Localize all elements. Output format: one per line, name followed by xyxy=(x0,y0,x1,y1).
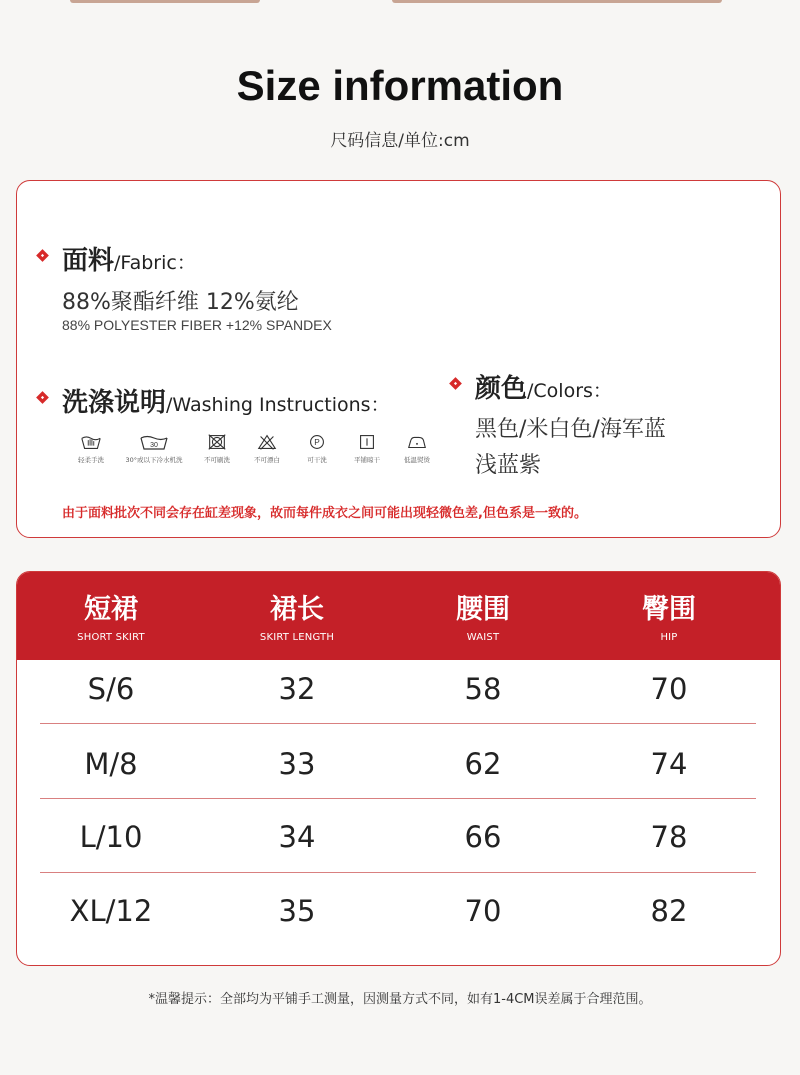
fabric-composition-en: 88% POLYESTER FIBER +12% SPANDEX xyxy=(62,317,332,333)
wash-caption: 轻柔手洗 xyxy=(78,456,104,464)
row-divider xyxy=(40,723,756,724)
fabric-label xyxy=(62,240,196,277)
wash-item xyxy=(296,432,338,464)
waist-cell: 70 xyxy=(464,894,502,928)
low-iron-icon xyxy=(406,432,428,452)
wash-caption: 不可漂白 xyxy=(254,456,280,464)
header-hip xyxy=(579,594,759,643)
wash-caption: 不可刷洗 xyxy=(204,456,230,464)
wash-item xyxy=(396,432,438,464)
wash-item xyxy=(196,432,238,464)
hip-cell: 78 xyxy=(650,820,688,854)
page-title: Size information xyxy=(236,62,564,109)
size-table-header xyxy=(17,572,780,660)
dry-clean-mark: P xyxy=(314,438,320,448)
wash-item xyxy=(346,432,388,464)
colors-label-cn: 颜色 xyxy=(475,374,528,404)
fabric-label-cn: 面料 xyxy=(62,246,115,276)
wash-item xyxy=(246,432,288,464)
header-cn: 腰围 xyxy=(456,594,510,625)
colors-label xyxy=(475,368,612,405)
waist-cell: 66 xyxy=(464,820,502,854)
measurement-tip: *温馨提示：全部均为平铺手工测量，因测量方式不同，如有1-4CM误差属于合理范围。 xyxy=(148,992,652,1007)
length-cell: 33 xyxy=(278,747,316,781)
top-decoration-left xyxy=(70,0,260,3)
wash-caption: 30°或以下冷水机洗 xyxy=(125,456,183,464)
color-difference-note: 由于面料批次不同会存在缸差现象，故而每件成衣之间可能出现轻微色差,但色系是一致的。 xyxy=(62,506,587,521)
colors-line-1: 黑色/米白色/海军蓝 xyxy=(475,417,666,442)
table-row xyxy=(17,800,780,874)
product-info-card xyxy=(16,180,781,538)
waist-cell: 58 xyxy=(464,672,502,706)
dry-clean-p-icon xyxy=(306,432,328,452)
page-subtitle: 尺码信息/单位:cm xyxy=(330,131,470,151)
header-waist xyxy=(393,594,573,643)
length-cell: 32 xyxy=(278,672,316,706)
size-cell: M/8 xyxy=(84,747,138,781)
hip-cell: 74 xyxy=(650,747,688,781)
header-en: SHORT SKIRT xyxy=(77,632,145,643)
washing-label-en: /Washing Instructions： xyxy=(166,394,390,416)
header-en: SKIRT LENGTH xyxy=(259,632,335,643)
no-tumble-dry-icon xyxy=(206,432,228,452)
header-cn: 裙长 xyxy=(270,594,324,625)
wash-temp-label: 30 xyxy=(150,442,158,449)
header-en: HIP xyxy=(660,632,678,643)
wash-caption: 低温熨烫 xyxy=(404,456,430,464)
wash-caption: 可干洗 xyxy=(307,456,327,464)
header-cn: 臀围 xyxy=(642,594,696,625)
colors-line-2: 浅蓝紫 xyxy=(475,453,542,478)
row-divider xyxy=(40,798,756,799)
washing-icons xyxy=(70,432,438,464)
header-cn: 短裙 xyxy=(84,594,138,625)
length-cell: 34 xyxy=(278,820,316,854)
table-row xyxy=(17,874,780,948)
wash-caption: 平铺晾干 xyxy=(354,456,380,464)
row-divider xyxy=(40,872,756,873)
line-dry-icon xyxy=(356,432,378,452)
top-decoration-right xyxy=(392,0,722,3)
table-row xyxy=(17,727,780,801)
no-bleach-icon xyxy=(256,432,278,452)
hand-wash-icon xyxy=(80,432,102,452)
length-cell: 35 xyxy=(278,894,316,928)
size-cell: XL/12 xyxy=(69,894,153,928)
hip-cell: 82 xyxy=(650,894,688,928)
wash-item xyxy=(70,432,112,464)
wash-item xyxy=(120,432,188,464)
fabric-composition-cn: 88%聚酯纤维 12%氨纶 xyxy=(62,290,299,315)
colors-label-en: /Colors： xyxy=(527,380,612,402)
size-table xyxy=(16,571,781,966)
size-cell: L/10 xyxy=(79,820,143,854)
header-en: WAIST xyxy=(466,632,500,643)
table-row xyxy=(17,652,780,726)
fabric-label-en: /Fabric： xyxy=(114,252,196,274)
header-skirt-length xyxy=(207,594,387,643)
size-cell: S/6 xyxy=(87,672,135,706)
waist-cell: 62 xyxy=(464,747,502,781)
washing-label xyxy=(62,382,390,419)
machine-wash-30-icon xyxy=(139,432,169,452)
washing-label-cn: 洗涤说明 xyxy=(62,388,167,418)
header-short-skirt xyxy=(21,594,201,643)
hip-cell: 70 xyxy=(650,672,688,706)
